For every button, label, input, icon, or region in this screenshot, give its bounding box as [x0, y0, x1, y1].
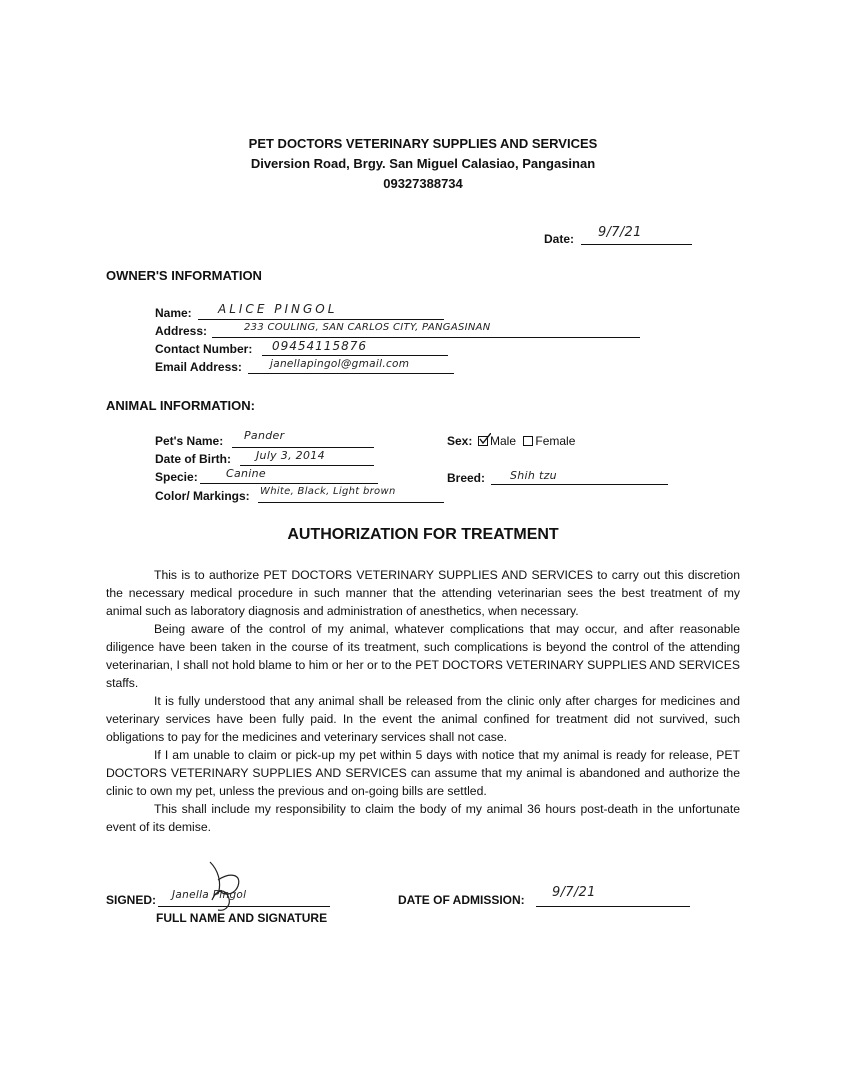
- specie-value: Canine: [226, 467, 266, 480]
- owner-address-label: Address:: [155, 324, 208, 338]
- breed-value: Shih tzu: [510, 469, 557, 482]
- breed-label: Breed:: [447, 471, 486, 485]
- admission-date-label: DATE OF ADMISSION:: [398, 893, 525, 907]
- dob-line: [240, 465, 374, 466]
- color-line: [258, 502, 444, 503]
- sex-label: Sex:: [447, 434, 473, 448]
- date-label: Date:: [544, 232, 575, 246]
- male-checkbox[interactable]: [478, 436, 488, 446]
- handwritten-signature: [160, 860, 280, 916]
- authorization-paragraph: This shall include my responsibility to claim the body of my animal 36 hours post-death in the unfortunate event of its demise.: [106, 802, 740, 834]
- authorization-title: AUTHORIZATION FOR TREATMENT: [287, 526, 559, 543]
- owner-name-line: [198, 319, 444, 320]
- breed-line: [491, 484, 668, 485]
- owner-contact-line: [262, 355, 448, 356]
- color-label: Color/ Markings:: [155, 489, 250, 503]
- authorization-paragraph: This is to authorize PET DOCTORS VETERINARY SUPPLIES AND SERVICES to carry out this discretion the necessary medical procedure in such manner that the attending veterinarian sees the best treatment of my animal such as laboratory diagnosis and administration of anesthetics, when necessary.: [106, 568, 740, 618]
- signed-label: SIGNED:: [106, 893, 157, 907]
- owner-contact-value: 09454115876: [272, 339, 367, 353]
- owner-contact-label: Contact Number:: [155, 342, 253, 356]
- specie-line: [200, 483, 378, 484]
- signature-text: Janella Pingol: [172, 889, 247, 901]
- male-option-label: Male: [490, 434, 517, 448]
- pet-name-line: [232, 447, 374, 448]
- admission-date-value: 9/7/21: [552, 885, 596, 900]
- business-name: PET DOCTORS VETERINARY SUPPLIES AND SERVICES: [248, 136, 598, 151]
- color-value: White, Black, Light brown: [260, 486, 396, 497]
- specie-label: Specie:: [155, 470, 198, 484]
- date-line: [581, 244, 692, 245]
- signature-scribble-icon: [160, 860, 280, 916]
- animal-section-title: ANIMAL INFORMATION:: [106, 398, 255, 413]
- owner-name-label: Name:: [155, 306, 192, 320]
- business-address: Diversion Road, Brgy. San Miguel Calasiao, Pangasinan: [250, 156, 596, 171]
- authorization-paragraph: It is fully understood that any animal shall be released from the clinic only after charges for medicines and veterinary services have been fully paid. In the event the animal confined for treatment did not survived, such obligations to pay for the medicines and veterinary services shall not case.: [106, 694, 740, 744]
- female-option-label: Female: [535, 434, 576, 448]
- owner-address-line: [212, 337, 640, 338]
- date-value: 9/7/21: [598, 225, 642, 240]
- pet-name-value: Pander: [244, 429, 285, 442]
- owner-name-value: ALICE PINGOL: [218, 302, 338, 316]
- business-phone: 09327388734: [383, 176, 463, 191]
- owner-section-title: OWNER'S INFORMATION: [106, 268, 262, 283]
- admission-date-line: [536, 906, 690, 907]
- dob-value: July 3, 2014: [256, 449, 325, 462]
- authorization-paragraph: Being aware of the control of my animal, whatever complications that may occur, and after reasonable diligence have been taken in the course of its treatment, such complications is beyond the control of the attending veterinarian, I shall not hold blame to him or her or to the PET DOCTORS VETERINARY SUPPLIES AND SERVICES staffs.: [106, 622, 740, 690]
- sex-options: [478, 434, 575, 448]
- female-checkbox[interactable]: [523, 436, 533, 446]
- owner-email-line: [248, 373, 454, 374]
- dob-label: Date of Birth:: [155, 452, 231, 466]
- pet-name-label: Pet's Name:: [155, 434, 224, 448]
- owner-address-value: 233 COULING, SAN CARLOS CITY, PANGASINAN: [244, 322, 491, 333]
- signature-caption: FULL NAME AND SIGNATURE: [156, 911, 328, 925]
- authorization-body: [106, 566, 740, 836]
- check-mark-icon: [479, 433, 491, 445]
- authorization-paragraph: If I am unable to claim or pick-up my pet within 5 days with notice that my animal is ready for release, PET DOCTORS VETERINARY SUPPLIES AND SERVICES can assume that my animal is abandoned and authorize the clinic to own my pet, unless the previous and on-going bills are settled.: [106, 748, 740, 798]
- owner-email-value: janellapingol@gmail.com: [270, 358, 410, 370]
- owner-email-label: Email Address:: [155, 360, 242, 374]
